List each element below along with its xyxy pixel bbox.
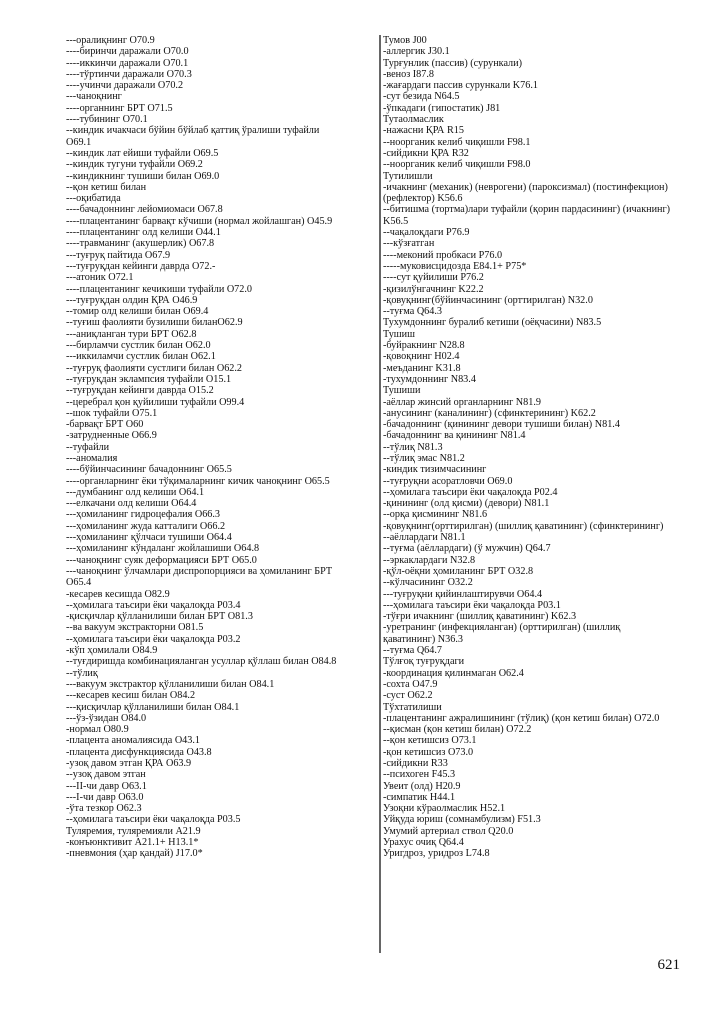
index-entry: -координация қилинмаган O62.4 <box>383 667 524 679</box>
index-entry: ----сут қуйилиши P76.2 <box>383 272 484 284</box>
index-entry: -нажасни ҚРА R15 <box>383 125 464 137</box>
index-entry: -сийдикни ҚРА R32 <box>383 147 469 159</box>
index-entry: ---I-чи давр O63.0 <box>66 791 144 803</box>
index-entry: --томир олд келиши билан O69.4 <box>66 306 209 318</box>
index-entry: --аёллардаги N81.1 <box>383 532 466 544</box>
index-entry: --туғиш фаолияти бузилиши биланO62.9 <box>66 317 243 329</box>
index-entry: --чақалоқдаги P76.9 <box>383 227 470 239</box>
index-entry: -тўғри ичакнинг (шиллиқ қаватининг) K62.3 <box>383 611 577 623</box>
right-index-column <box>379 35 694 953</box>
index-entry: --қисман (қон кетиш билан) O72.2 <box>383 724 532 736</box>
index-entry: -плацентанинг ажралишининг (тўлиқ) (қон кетиш билан) O72.0 <box>383 712 660 724</box>
index-entry: --кўлчасининг O32.2 <box>383 577 473 589</box>
index-entry: --ҳомилага таъсири ёки чақалоқда P03.5 <box>66 814 241 826</box>
index-entry: ---кўзғатган <box>383 238 435 250</box>
index-entry: ----иккинчи даражали O70.1 <box>66 57 189 69</box>
index-entry: --киндикнинг тушиши билан O69.0 <box>66 170 220 182</box>
index-entry: -меъданинг K31.8 <box>383 362 461 374</box>
index-entry: -сохта O47.9 <box>383 678 438 690</box>
index-entry: --ва вакуум экстракторни O81.5 <box>66 622 204 634</box>
index-entry: ---оралиқнинг O70.9 <box>66 35 155 46</box>
index-entry: --туғма Q64.7 <box>383 645 443 657</box>
index-entry: ---қисқичлар қўлланилиши билан O84.1 <box>66 701 240 713</box>
index-entry: Тўлғоқ туғруқдаги <box>383 656 465 668</box>
index-entry: Туляремия, туляремияли A21.9 <box>66 825 201 837</box>
index-entry: -қовуқнинг(бўйинчасининг (орттирилган) N32.0 <box>383 294 593 306</box>
index-entry: --киндик лат ейиши туфайли O69.5 <box>66 147 219 159</box>
page-number: 621 <box>657 957 680 973</box>
index-entry: Узоқни кўраолмаслик H52.1 <box>383 803 506 815</box>
index-entry: -плацента дисфункциясида O43.8 <box>66 746 212 758</box>
index-entry: ---аномалия <box>66 452 118 464</box>
index-entry: ----плацентанинг кечикиши туфайли O72.0 <box>66 283 253 295</box>
index-entry: --туғма (аёллардаги) (ў мужчин) Q64.7 <box>383 543 551 555</box>
index-entry: --эркаклардаги N32.8 <box>383 554 476 566</box>
index-entry: --туғруқдан эклампсия туфайли O15.1 <box>66 373 232 385</box>
index-entry: --туғруқ фаолияти сустлиги билан O62.2 <box>66 362 243 374</box>
index-entry: -уретранинг (инфекцияланган) (орттирилган) (шиллиқ <box>383 622 621 634</box>
index-entry: --туғруқдан кейинги даврда O15.2 <box>66 385 214 397</box>
index-entry: ---туғруқдан олдин ҚРА O46.9 <box>66 294 198 306</box>
index-entry: ---ҳомиланинг жуда катталиги O66.2 <box>66 520 226 532</box>
index-entry: K56.5 <box>383 215 409 227</box>
index-entry: -тухумдоннинг N83.4 <box>383 373 476 385</box>
index-entry: -аллергик J30.1 <box>383 46 450 58</box>
index-entry: -аёллар жинсий органларнинг N81.9 <box>383 396 541 408</box>
index-entry: --туғдиришда комбинацияланган усуллар қўллаш билан O84.8 <box>66 656 337 668</box>
index-entry: ---чаноқнинг ўлчамлари диспропорцияси ва ҳомиланинг БРТ <box>66 565 333 577</box>
index-entry: --ҳомилага таъсири ёки чақалоқда P03.4 <box>66 599 241 611</box>
index-entry: Умумий артериал ствол Q20.0 <box>383 825 514 837</box>
index-entry: --ноорганик келиб чиқишли F98.0 <box>383 159 531 171</box>
index-entry: --ҳомилага таъсири ёки чақалоқда P02.4 <box>383 486 558 498</box>
index-entry: -қовоқнинг H02.4 <box>383 351 460 363</box>
index-entry: -плацента аномалиясида O43.1 <box>66 735 201 747</box>
index-entry: ---ҳомилага таъсири ёки чақалоқда P03.1 <box>383 599 561 611</box>
index-entry: ---ҳомиланинг қўлчаси тушиши O64.4 <box>66 532 232 544</box>
index-entry: ----бўйинчасининг бачадоннинг O65.5 <box>66 464 232 476</box>
index-entry: --орқа қисмининг N81.6 <box>383 509 488 521</box>
index-entry: ---аниқланган тури БРТ O62.8 <box>66 328 197 340</box>
index-entry: --ҳомилага таъсири ёки чақалоқда P03.2 <box>66 633 241 645</box>
index-entry: Тухумдоннинг буралиб кетиши (оёқчасини) N83.5 <box>383 317 602 329</box>
index-entry: -пневмония (ҳар қандай) J17.0* <box>66 848 203 860</box>
index-entry: ---оқибатида <box>66 193 121 205</box>
index-entry: ----плацентанинг барвақт кўчиши (нормал жойлашган) O45.9 <box>66 215 333 227</box>
left-index-column <box>66 35 381 953</box>
index-entry: ----учинчи даражали O70.2 <box>66 80 184 92</box>
index-entry: --киндик тугуни туфайли O69.2 <box>66 159 203 171</box>
index-entry: -сут безида N64.5 <box>383 91 460 103</box>
index-entry: Тутаолмаслик <box>383 114 444 126</box>
index-entry: ---туғруқни қийинлаштирувчи O64.4 <box>383 588 543 600</box>
index-entry: ----тўртинчи даражали O70.3 <box>66 68 192 80</box>
index-entry: ----бачадоннинг лейомиомаси O67.8 <box>66 204 223 216</box>
index-entry: ---туғруқ пайтида O67.9 <box>66 249 171 261</box>
index-entry: -кўп ҳомилали O84.9 <box>66 645 158 657</box>
index-entry: -буйракнинг N28.8 <box>383 340 465 352</box>
index-entry: --психоген F45.3 <box>383 769 456 781</box>
index-entry: --тўлиқ эмас N81.2 <box>383 452 465 464</box>
index-entry: -симпатик H44.1 <box>383 791 456 803</box>
index-entry: -ичакнинг (механик) (неврогени) (пароксизмал) (постинфекцион) <box>383 181 668 193</box>
index-entry: --узоқ давом этган <box>66 769 146 781</box>
index-entry: ---думбанинг олд келиши O64.1 <box>66 486 205 498</box>
index-entry: -бачадоннинг ва қинининг N81.4 <box>383 430 526 442</box>
index-entry: --қон кетиш билан <box>66 181 147 193</box>
index-entry: ---бирламчи сустлик билан O62.0 <box>66 340 211 352</box>
index-entry: Увеит (олд) H20.9 <box>383 780 461 792</box>
index-entry: ---иккиламчи сустлик билан O62.1 <box>66 351 216 363</box>
index-entry: ---ҳомиланинг гидроцефалия O66.3 <box>66 509 221 521</box>
index-entry: O65.4 <box>66 577 92 589</box>
index-entry: --туғма Q64.3 <box>383 306 443 318</box>
index-entry: -қизилўнгачнинг K22.2 <box>383 283 484 295</box>
index-entry: ----биринчи даражали O70.0 <box>66 46 189 58</box>
index-entry: ----органларнинг ёки тўқималарнинг кичик чаноқнинг O65.5 <box>66 475 330 487</box>
index-entry: Урахус очиқ Q64.4 <box>383 837 464 849</box>
index-entry: -сийдикни R33 <box>383 758 448 769</box>
index-entry: ----травманинг (акушерлик) O67.8 <box>66 238 215 250</box>
index-entry: Тушиши <box>383 385 421 397</box>
index-entry: -ўта тезкор O62.3 <box>66 803 142 815</box>
index-entry: ---II-чи давр O63.1 <box>66 780 147 792</box>
index-entry: --церебрал қон қуйилиши туфайли O99.4 <box>66 396 245 408</box>
index-entry: -кесарев кесишда O82.9 <box>66 588 170 600</box>
index-entry: ---чаноқнинг <box>66 91 122 103</box>
index-entry: ---ўз-ўзидан O84.0 <box>66 712 147 724</box>
index-entry: -----муковисцидозда E84.1+ P75* <box>383 260 527 272</box>
index-entry: ---елкачани олд келиши O64.4 <box>66 498 197 510</box>
index-entry: ----меконий пробкаси P76.0 <box>383 249 503 261</box>
index-entry: ----плацентанинг олд келиши O44.1 <box>66 227 221 239</box>
index-entry: Тушиш <box>383 328 415 340</box>
index-entry: Тумов J00 <box>383 35 427 46</box>
index-entry: --тўлиқ <box>66 667 98 679</box>
index-entry: --тўлиқ N81.3 <box>383 441 443 453</box>
index-entry: -суст O62.2 <box>383 690 433 702</box>
index-entry: -барвақт БРТ O60 <box>66 419 144 431</box>
index-entry: -жағардаги пассив сурункали K76.1 <box>383 80 538 92</box>
index-entry: -қовуқнинг(орттирилган) (шиллиқ қаватининг) (сфинктерининг) <box>383 520 664 532</box>
index-entry: (рефлектор) K56.6 <box>383 193 463 205</box>
index-entry: --туғруқни асоратловчи O69.0 <box>383 475 513 487</box>
index-entry: -веноз I87.8 <box>383 68 435 80</box>
index-entry: ---атоник O72.1 <box>66 272 134 284</box>
index-entry: -анусининг (каналининг) (сфинктерининг) K62.2 <box>383 407 596 419</box>
index-entry: O69.1 <box>66 136 92 148</box>
index-entry: ----тубининг O70.1 <box>66 114 148 126</box>
index-entry: ---ҳомиланинг кўндаланг жойлашиши O64.8 <box>66 543 260 555</box>
index-entry: -затрудненные O66.9 <box>66 430 157 442</box>
index-entry: Тўхтатилиши <box>383 701 442 713</box>
index-entry: -қинининг (олд қисми) (девори) N81.1 <box>383 498 550 510</box>
index-entry: --шок туфайли O75.1 <box>66 407 158 419</box>
index-entry: -қўл-оёқни ҳомиланинг БРТ O32.8 <box>383 565 534 577</box>
index-entry: ---вакуум экстрактор қўлланилиши билан O84.1 <box>66 678 275 690</box>
index-entry: -узоқ давом этган ҚРА O63.9 <box>66 758 192 769</box>
index-entry: ----органнинг БРТ O71.5 <box>66 102 173 114</box>
index-entry: Уригдроз, уридроз L74.8 <box>383 848 490 860</box>
index-entry: Уйқуда юриш (сомнамбулизм) F51.3 <box>383 814 541 826</box>
index-entry: -бачадоннинг (қинининг девори тушиши билан) N81.4 <box>383 419 620 431</box>
index-entry: -ўпкадаги (гипостатик) J81 <box>383 102 501 114</box>
index-entry: ---кесарев кесиш билан O84.2 <box>66 690 196 702</box>
index-entry: -киндик тизимчасининг <box>383 464 487 476</box>
index-entry: Турғунлик (пассив) (сурункали) <box>383 57 522 69</box>
index-entry: қаватининг) N36.3 <box>383 633 463 645</box>
index-entry: -қисқичлар қўлланилиши билан БРТ O81.3 <box>66 611 253 623</box>
index-entry: --ноорганик келиб чиқишли F98.1 <box>383 136 531 148</box>
index-entry: --туфайли <box>66 441 110 453</box>
index-entry: --қон кетишсиз O73.1 <box>383 735 477 747</box>
index-entry: Тутилишли <box>383 170 433 182</box>
index-entry: ---туғруқдан кейинги даврда O72.- <box>66 260 216 272</box>
index-entry: -қон кетишсиз O73.0 <box>383 746 474 758</box>
index-entry: --киндик ичакчаси бўйин бўйлаб қаттиқ ўралиши туфайли <box>66 125 320 137</box>
index-entry: -нормал O80.9 <box>66 724 129 736</box>
index-entry: -конъюнктивит A21.1+ H13.1* <box>66 837 199 849</box>
index-entry: ---чаноқнинг суяк деформацияси БРТ O65.0 <box>66 554 257 566</box>
index-entry: --битишма (тортма)лари туфайли (қорин пардасининг) (ичакнинг) <box>383 204 671 216</box>
